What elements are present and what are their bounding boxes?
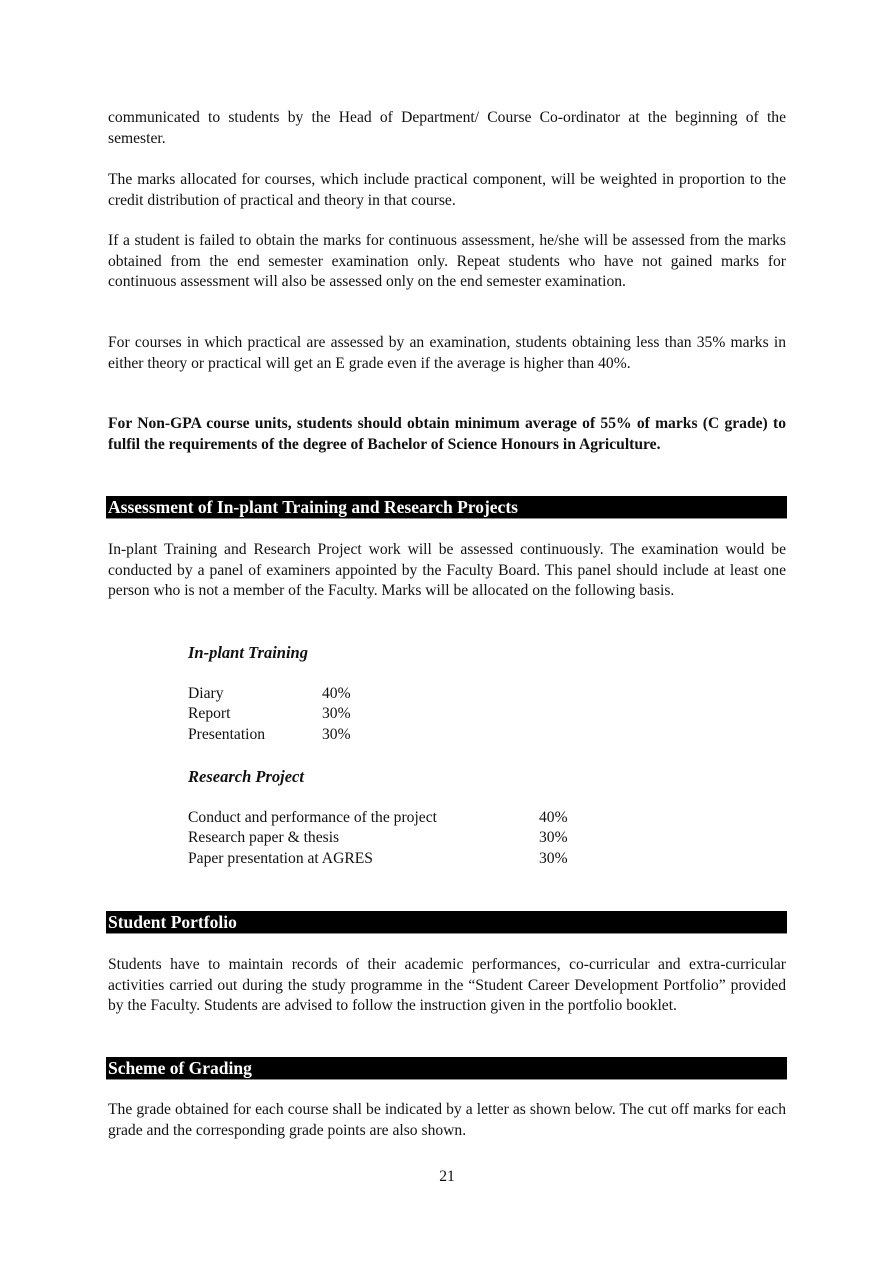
paragraph-assessment-body: In-plant Training and Research Project work will be assessed continuously. The examination would be conducted by a panel of examiners appointed by the Faculty Board. This panel should include at least one person who is not a member of the Faculty. Marks will be allocated on the following basis. — [108, 541, 786, 599]
inplant-item — [188, 684, 351, 705]
research-item — [188, 808, 568, 829]
item-value: 30% — [322, 726, 351, 743]
inplant-item — [188, 704, 351, 725]
item-label: Diary — [188, 685, 224, 702]
item-label: Presentation — [188, 726, 266, 743]
item-label: Research paper & thesis — [188, 829, 340, 846]
inplant-item — [188, 725, 351, 746]
paragraph-non-gpa: For Non-GPA course units, students should obtain minimum average of 55% of marks (C grade) to fulfil the requirements of the degree of Bachelor of Science Honours in Agriculture. — [108, 415, 786, 453]
subheading-inplant-training: In-plant Training — [188, 643, 308, 662]
section-heading-portfolio: Student Portfolio — [106, 911, 787, 934]
page-number: 21 — [439, 1168, 455, 1185]
paragraph-practical-exam: For courses in which practical are assessed by an examination, students obtaining less than 35% marks in either theory or practical will get an E grade even if the average is higher than 40%. — [108, 334, 786, 372]
item-value: 30% — [539, 829, 568, 846]
paragraph-practical-weighting: The marks allocated for courses, which include practical component, will be weighted in proportion to the credit distribution of practical and theory in that course. — [108, 171, 786, 209]
section-heading-assessment: Assessment of In-plant Training and Research Projects — [106, 496, 787, 519]
item-value: 30% — [322, 705, 351, 722]
paragraph-continuous-assessment: If a student is failed to obtain the marks for continuous assessment, he/she will be assessed from the marks obtained from the end semester examination only. Repeat students who have not gained marks for continuous assessment will also be assessed only on the end semester examination. — [108, 232, 786, 290]
research-item — [188, 849, 568, 870]
item-label: Paper presentation at AGRES — [188, 850, 373, 867]
item-value: 30% — [539, 850, 568, 867]
paragraph-portfolio-body: Students have to maintain records of their academic performances, co-curricular and extra-curricular activities carried out during the study programme in the “Student Career Development Portfolio” provided by the Faculty. Students are advised to follow the instruction given in the portfolio booklet. — [108, 956, 786, 1014]
item-label: Conduct and performance of the project — [188, 809, 437, 826]
paragraph-continuation: communicated to students by the Head of Department/ Course Co-ordinator at the beginning of the semester. — [108, 109, 786, 147]
subheading-research-project: Research Project — [188, 767, 304, 786]
item-value: 40% — [322, 685, 351, 702]
research-item — [188, 828, 568, 849]
item-value: 40% — [539, 809, 568, 826]
item-label: Report — [188, 705, 231, 722]
section-heading-grading: Scheme of Grading — [106, 1057, 787, 1080]
paragraph-grading-body: The grade obtained for each course shall be indicated by a letter as shown below. The cut off marks for each grade and the corresponding grade points are also shown. — [108, 1101, 786, 1139]
